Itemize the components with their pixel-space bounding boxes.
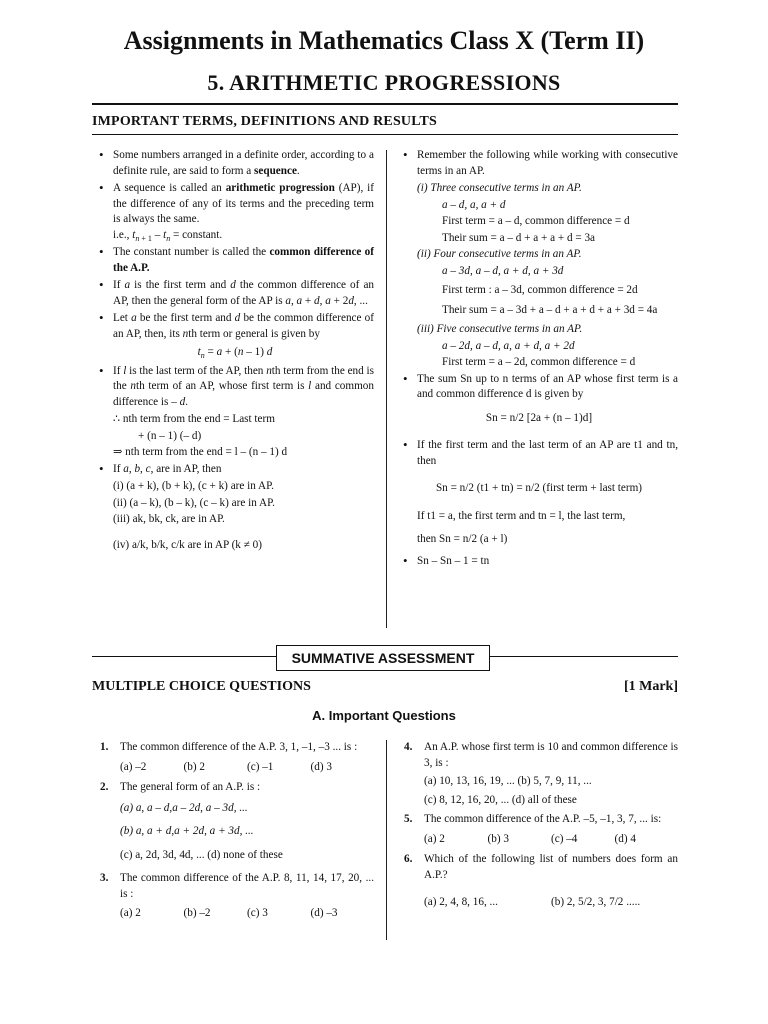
question-number: 2. [100,781,109,793]
summative-assessment-banner: SUMMATIVE ASSESSMENT [276,645,490,671]
option: (c) 3 [247,907,268,919]
column-divider [386,150,387,628]
formula-line: a – 2d, a – d, a, a + d, a + 2d [442,339,575,352]
option: (a) –2 [120,760,147,773]
question [400,740,678,808]
formula-line: ⇒ nth term from the end = l – (n – 1) d [113,446,288,458]
question-text: The common difference of the A.P. 3, 1, –1, –3 ... is : [120,741,358,753]
question-text: Which of the following list of numbers does form an A.P.? [424,853,678,881]
consecutive-terms-note: • Remember the following while working with consecutive terms in an AP. [400,148,678,179]
option: (c) a, 2d, 3d, 4d, ... (d) none of these [120,848,283,861]
definitions-left-column [96,148,374,554]
question [96,780,374,863]
option: (d) 3 [310,760,332,773]
definition-common-difference: • The constant number is called the common difference of the A.P. [96,245,374,276]
last-term-formula: then Sn = n/2 (a + l) [417,533,508,545]
chapter-title: 5. ARITHMETIC PROGRESSIONS [207,70,561,95]
option: (a) a, a – d,a – 2d, a – 3d, ... [120,801,248,814]
definition-sequence: • Some numbers arranged in a definite order, according to a definite rule, are said to form a sequence. [96,148,374,179]
option: (d) 4 [614,832,636,845]
option: (a) 10, 13, 16, 19, ... (b) 5, 7, 9, 11, ... [424,775,592,787]
last-term-text: If t1 = a, the first term and tn = l, the last term, [417,509,626,522]
questions-right-column [400,740,678,916]
question-text: The common difference of the A.P. –5, –1, 3, 7, ... is: [424,813,662,825]
document-title: Assignments in Mathematics Class X (Term II) [123,26,645,55]
general-form: • If a is the first term and d the common difference of an AP, then the general form of the AP is a, a + d, a + 2d, ... [96,278,374,309]
option: (b) 2, 5/2, 3, 7/2 ..... [551,896,641,908]
ap-properties: • If a, b, c, are in AP, then [96,462,374,478]
sn-difference: • Sn – Sn – 1 = tn [400,554,678,570]
questions-left-column [96,740,374,927]
sum-formula: Sn = n/2 [2a + (n – 1)d] [485,411,593,424]
marks-label: [1 Mark] [623,679,678,694]
formula-line: Their sum = a – 3d + a – d + a + d + a + 3d = 4a [442,303,658,316]
four-terms-heading: (ii) Four consecutive terms in an AP. [417,248,582,260]
five-terms-heading: (iii) Five consecutive terms in an AP. [417,323,583,335]
property-iii: (iii) ak, bk, ck, are in AP. [113,513,225,525]
mcq-heading: MULTIPLE CHOICE QUESTIONS [92,679,311,694]
formula-line: First term = a – 2d, common difference = d [442,356,636,368]
option: (c) –1 [247,760,274,773]
formula-line: ∴ nth term from the end = Last term [113,413,275,425]
question-number: 3. [100,872,109,884]
option: (b) –2 [183,907,211,919]
divider [92,103,678,105]
question [96,871,374,922]
question [96,740,374,775]
option: (a) 2 [120,907,141,919]
sum-first-last-text: • If the first term and the last term of an AP are t1 and tn, then [400,438,678,469]
section-heading: IMPORTANT TERMS, DEFINITIONS AND RESULTS [92,114,438,129]
formula-line: First term : a – 3d, common difference = 2d [442,284,638,296]
question-number: 1. [100,741,109,753]
property-i: (i) (a + k), (b + k), (c + k) are in AP. [113,480,274,492]
formula-line: a – d, a, a + d [442,198,506,211]
formula-line: + (n – 1) (– d) [138,429,202,442]
option: (b) 3 [487,832,509,845]
option: (b) 2 [183,760,205,773]
sum-formula-text: • The sum Sn up to n terms of an AP whose first term is a and common difference d is given by [400,372,678,403]
subsection-heading: A. Important Questions [312,708,456,723]
question-text: The common difference of the A.P. 8, 11, 14, 17, 20, ... is : [120,872,374,900]
definition-ap: • A sequence is called an arithmetic progression (AP), if the difference of any of its terms and the preceding term is always the same. i.e., $t_{n + 1} - t_n$ = constant. [96,181,374,243]
option: (a) 2, 4, 8, 16, ... [424,896,498,908]
option: (d) –3 [310,907,338,919]
formula-line: a – 3d, a – d, a + d, a + 3d [442,264,564,277]
question [400,812,678,847]
option: (b) a, a + d,a + 2d, a + 3d, ... [120,825,254,837]
question [400,852,678,911]
column-divider [386,740,387,940]
option: (c) 8, 12, 16, 20, ... (d) all of these [424,793,577,806]
question-text: An A.P. whose first term is 10 and common difference is 3, is : [424,741,678,769]
option: (a) 2 [424,832,445,845]
nth-term: • Let a be the first term and d be the common difference of an AP, then, its nth term or general is given by [96,311,374,342]
sum-first-last-formula: Sn = n/2 (t1 + tn) = n/2 (first term + last term) [435,482,643,494]
question-number: 6. [404,853,413,865]
formula-line: Their sum = a – d + a + a + d = 3a [442,231,596,244]
option: (c) –4 [551,832,578,845]
definitions-right-column [400,148,678,571]
question-number: 5. [404,813,413,825]
nth-term-from-end: • If l is the last term of the AP, then nth term from the end is the nth term of an AP, whose first term is l and common difference is – d. [96,364,374,411]
property-ii: (ii) (a – k), (b – k), (c – k) are in AP. [113,496,275,509]
question-text: The general form of an A.P. is : [120,781,261,793]
question-number: 4. [404,741,413,753]
nth-term-formula: $t_n = a + (n - 1)$ d [197,346,273,361]
three-terms-heading: (i) Three consecutive terms in an AP. [417,182,582,194]
formula-line: First term = a – d, common difference = d [442,215,630,227]
property-iv: (iv) a/k, b/k, c/k are in AP (k ≠ 0) [113,538,262,551]
divider [92,134,678,135]
